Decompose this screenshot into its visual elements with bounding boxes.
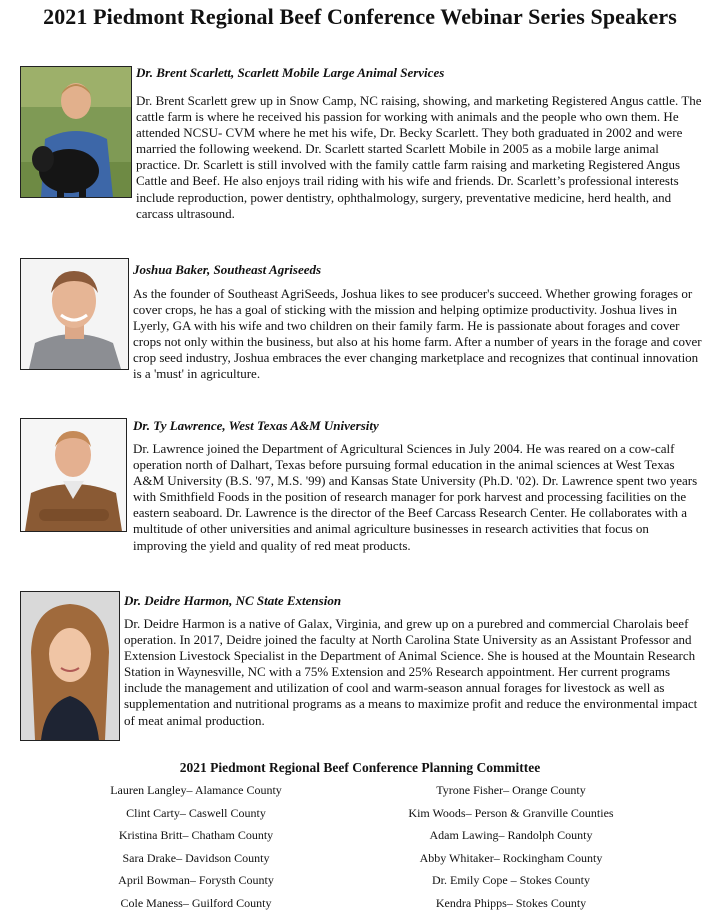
- committee-member: Clint Carty– Caswell County: [126, 805, 266, 820]
- speaker-bio-harmon: Dr. Deidre Harmon is a native of Galax, Virginia, and grew up on a purebred and commercial Charolais beef operation. In 2017, Deidre joined the faculty at North Carolina State University as an Assistant Professor and Extension Livestock Specialist in the Department of Animal Science. She is housed at the Mountain Research Station in Waynesville, NC with a 75% Extension and 25% Research appointment. Her current programs include the management and utilization of cool and warm-season annual forages for livestock as well as supplementation and nutritional programs as a means to maximize profit and reduce the environmental impact of meat animal production.: [124, 616, 698, 728]
- committee-title: 2021 Piedmont Regional Beef Conference Planning Committee: [179, 760, 541, 775]
- speaker-bio-baker: As the founder of Southeast AgriSeeds, Joshua likes to see producer's succeed. Whether growing forages or cover crops, he has a goal of sticking with the mission and helping optimize productivity. Joshua lives in Lyerly, GA with his wife and two children on their family farm. He is passionate about forages and cover crops not only within the business, but also at his home farm. After a number of years in the forage and cover crop seed industry, Joshua embraces the ever changing marketplace and recognizes that continual innovation is a 'must' in agriculture.: [133, 286, 702, 382]
- committee-member: Kristina Britt– Chatham County: [118, 828, 274, 843]
- speaker-bio-lawrence: Dr. Lawrence joined the Department of Agricultural Sciences in July 2004. He was reared on a cow-calf operation north of Dalhart, Texas before pursuing formal education in the animal sciences at West Texas A&M University (B.S. '97, M.S. '99) and Kansas State University (Ph.D. '02). Dr. Lawrence spent two years with Smithfield Foods in the position of research manager for pork harvest and processing facilities on the eastern seaboard. Dr. Lawrence is the director of the Beef Carcass Research Center. He collaborates with a multitude of other universities and animal agriculture businesses in research activities that focus on improving the yield and quality of red meat products.: [133, 441, 698, 553]
- committee-member: Abby Whitaker– Rockingham County: [419, 850, 603, 865]
- committee-member: Sara Drake– Davidson County: [122, 850, 270, 865]
- speaker-photo-baker: [20, 258, 129, 370]
- speaker-name-scarlett: Dr. Brent Scarlett, Scarlett Mobile Large Animal Services: [136, 65, 445, 80]
- committee-member: Kendra Phipps– Stokes County: [435, 895, 587, 910]
- committee-member: Cole Maness– Guilford County: [120, 895, 272, 910]
- speaker-name-baker: Joshua Baker, Southeast Agriseeds: [133, 262, 322, 277]
- speaker-name-harmon: Dr. Deidre Harmon, NC State Extension: [124, 593, 342, 608]
- committee-list-right: [381, 779, 641, 915]
- committee-member: Lauren Langley– Alamance County: [110, 783, 282, 797]
- speaker-photo-scarlett: [20, 66, 132, 198]
- committee-member: Kim Woods– Person & Granville Counties: [408, 805, 614, 820]
- committee-member: Dr. Emily Cope – Stokes County: [431, 873, 590, 888]
- speaker-name-lawrence: Dr. Ty Lawrence, West Texas A&M University: [133, 418, 379, 433]
- committee-member: Tyrone Fisher– Orange County: [436, 783, 586, 797]
- speaker-photo-harmon: [20, 591, 120, 741]
- speaker-bio-scarlett: Dr. Brent Scarlett grew up in Snow Camp, NC raising, showing, and marketing Registered Angus cattle. The cattle farm is where he received his passion for working with animals and the people who own them. He attended NCSU- CVM where he met his wife, Dr. Becky Scarlett. They both graduated in 2002 and were married the following weekend. Dr. Scarlett started Scarlett Mobile in 2005 as a mobile large animal practice. Dr. Scarlett is still involved with the family cattle farm raising and marketing Registered Angus Cattle and Beef. He also enjoys trail riding with his wife and friends. Dr. Scarlett’s professional interests include reproduction, power dentistry, ophthalmology, surgery, preventative medicine, herd health, and carcass ultrasound.: [136, 93, 702, 221]
- committee-member: Adam Lawing– Randolph County: [429, 828, 593, 843]
- page-title: 2021 Piedmont Regional Beef Conference Webinar Series Speakers: [43, 4, 677, 29]
- committee-member: April Bowman– Forysth County: [118, 873, 274, 888]
- speaker-photo-lawrence: [20, 418, 127, 532]
- committee-list-left: [66, 779, 326, 915]
